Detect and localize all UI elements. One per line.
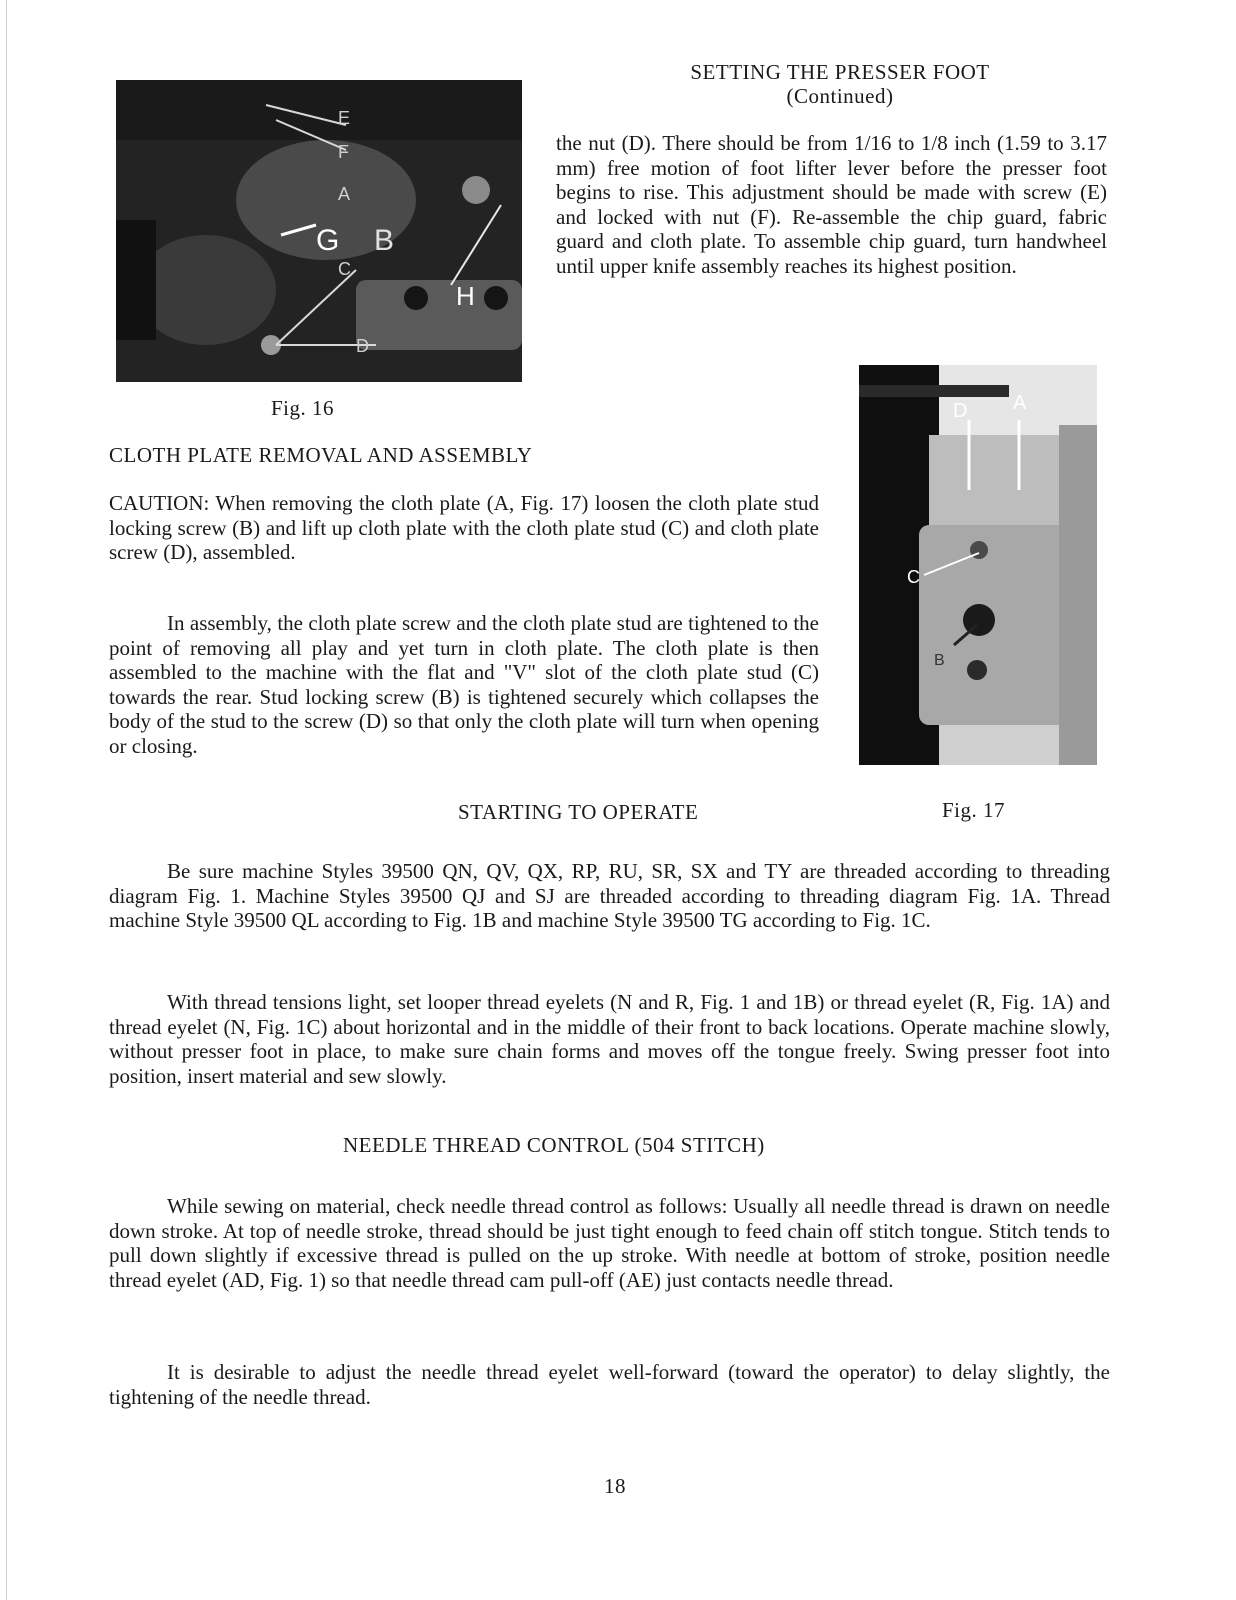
fig16-label-a: A [338, 184, 351, 204]
fig16-label-c: C [338, 259, 351, 279]
eyelet-paragraph: It is desirable to adjust the needle thread eyelet well-forward (toward the operator) to delay slightly, the tightening of the needle thread. [109, 1360, 1110, 1409]
fig17-label-a: A [1013, 392, 1027, 414]
fig16-label-e: E [338, 108, 351, 128]
fig17-label-b: B [934, 652, 945, 669]
presser-foot-paragraph: the nut (D). There should be from 1/16 to 1/8 inch (1.59 to 3.17 mm) free motion of foot lifter lever before the presser foot begins to rise. This adjustment should be made with screw (E) and locked with nut (F). Re-assemble the chip guard, fabric guard and cloth plate. To assemble chip guard, turn handwheel until upper knife assembly reaches its highest position. [556, 131, 1107, 278]
page-number: 18 [604, 1474, 626, 1498]
threading-paragraph: Be sure machine Styles 39500 QN, QV, QX, RP, RU, SR, SX and TY are threaded according to threading diagram Fig. 1. Machine Styles 39500 QJ and SJ are threaded according to threading diagram Fig. 1A. Thread machine Style 39500 QL according to Fig. 1B and machine Style 39500 TG according to Fig. 1C. [109, 859, 1110, 932]
fig16-label-f: F [338, 142, 349, 162]
section-title-needle-thread-control: NEEDLE THREAD CONTROL (504 STITCH) [343, 1133, 765, 1157]
needle-thread-paragraph: While sewing on material, check needle thread control as follows: Usually all needle thread is drawn on needle down stroke. At top of needle stroke, thread should be just tight enough to feed chain off stitch tongue. Stitch tends to pull down slightly if excessive thread is pulled on the up stroke. With needle at bottom of stroke, position needle thread eyelet (AD, Fig. 1) so that needle thread cam pull-off (AE) just contacts needle thread. [109, 1194, 1110, 1292]
section-title-cloth-plate: CLOTH PLATE REMOVAL AND ASSEMBLY [109, 443, 533, 467]
figure-16-caption: Fig. 16 [271, 396, 335, 420]
section-title-presser-foot: SETTING THE PRESSER FOOT [690, 60, 990, 84]
section-title-starting-to-operate: STARTING TO OPERATE [458, 800, 699, 824]
fig16-label-h: H [456, 281, 475, 311]
page-edge-rule [6, 0, 7, 1600]
figure-17-photo [859, 365, 1097, 765]
tension-paragraph: With thread tensions light, set looper thread eyelets (N and R, Fig. 1 and 1B) or thread eyelet (R, Fig. 1A) and thread eyelet (N, Fig. 1C) about horizontal and in the middle of their front to back locations. Operate machine slowly, without presser foot in place, to make sure chain forms and moves off the tongue freely. Swing presser foot into position, insert material and sew slowly. [109, 990, 1110, 1088]
fig16-label-d: D [356, 336, 369, 356]
figure-16-photo [116, 80, 522, 382]
figure-17-caption: Fig. 17 [942, 798, 1006, 822]
assembly-paragraph: In assembly, the cloth plate screw and the cloth plate stud are tightened to the point of removing all play and yet turn in cloth plate. The cloth plate is then assembled to the machine with the flat and "V" slot of the cloth plate stud (C) towards the rear. Stud locking screw (B) is tightened securely which collapses the body of the stud to the screw (D) so that only the cloth plate will turn when opening or closing. [109, 611, 819, 758]
caution-paragraph: CAUTION: When removing the cloth plate (A, Fig. 17) loosen the cloth plate stud locking screw (B) and lift up cloth plate with the cloth plate stud (C) and cloth plate screw (D), assembled. [109, 491, 819, 564]
section-subtitle-continued: (Continued) [786, 84, 894, 108]
fig17-label-d: D [953, 400, 968, 422]
fig17-label-c: C [907, 567, 920, 587]
fig16-label-g: G [316, 224, 340, 257]
fig16-label-b: B [374, 224, 395, 257]
